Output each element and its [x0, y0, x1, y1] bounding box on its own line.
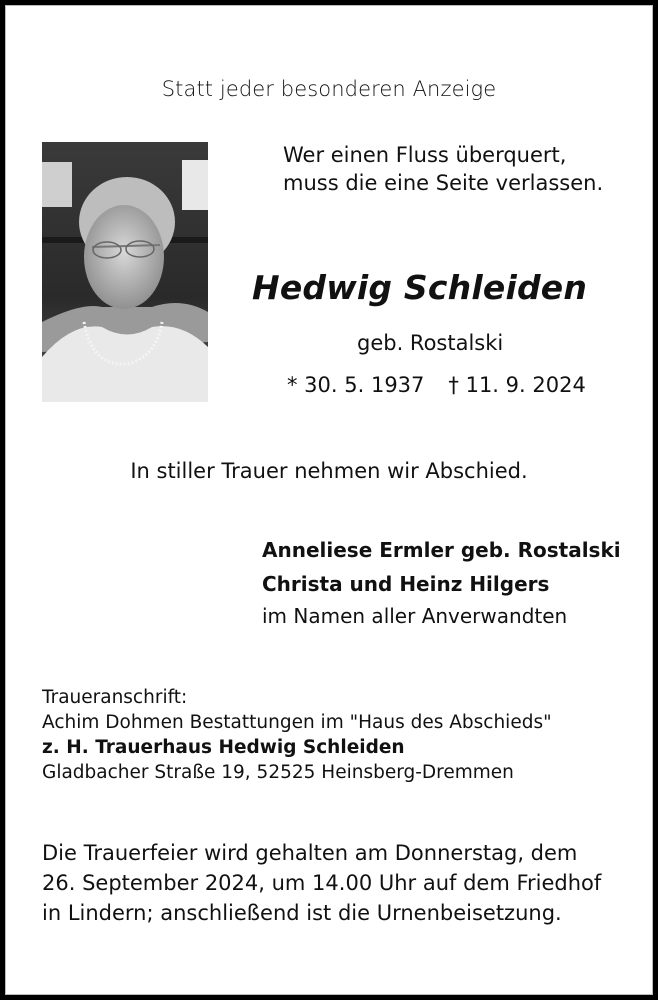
service-line-3: in Lindern; anschließend ist die Urnenbeisetzung. [42, 901, 562, 925]
mourning-address [42, 685, 552, 785]
deceased-name: Hedwig Schleiden [252, 268, 588, 307]
birth-date: * 30. 5. 1937 [287, 373, 425, 397]
birth-name: geb. Rostalski [357, 331, 504, 355]
portrait-image [42, 142, 208, 402]
portrait-photo [42, 142, 208, 402]
quote-line-2: muss die eine Seite verlassen. [283, 171, 604, 195]
quote-line-1: Wer einen Fluss überquert, [283, 143, 567, 167]
service-info [42, 838, 601, 928]
mourners [262, 533, 621, 631]
service-line-2: 26. September 2024, um 14.00 Uhr auf dem Friedhof [42, 871, 602, 895]
mourner-line-1: Anneliese Ermler geb. Rostalski [262, 538, 621, 562]
quote [283, 141, 603, 197]
mourner-line-2: Christa und Heinz Hilgers [262, 572, 550, 596]
death-date: † 11. 9. 2024 [448, 373, 586, 397]
headline: Statt jeder besonderen Anzeige [161, 77, 497, 101]
address-line-1: Achim Dohmen Bestattungen im "Haus des Abschieds" [42, 712, 552, 733]
service-line-1: Die Trauerfeier wird gehalten am Donnerstag, dem [42, 841, 578, 865]
life-dates [287, 373, 586, 397]
mourner-line-3: im Namen aller Anverwandten [262, 604, 568, 628]
address-label: Traueranschrift: [42, 687, 188, 708]
address-line-2: z. H. Trauerhaus Hedwig Schleiden [42, 737, 405, 758]
address-line-3: Gladbacher Straße 19, 52525 Heinsberg-Dremmen [42, 762, 514, 783]
farewell-text: In stiller Trauer nehmen wir Abschied. [130, 459, 528, 483]
